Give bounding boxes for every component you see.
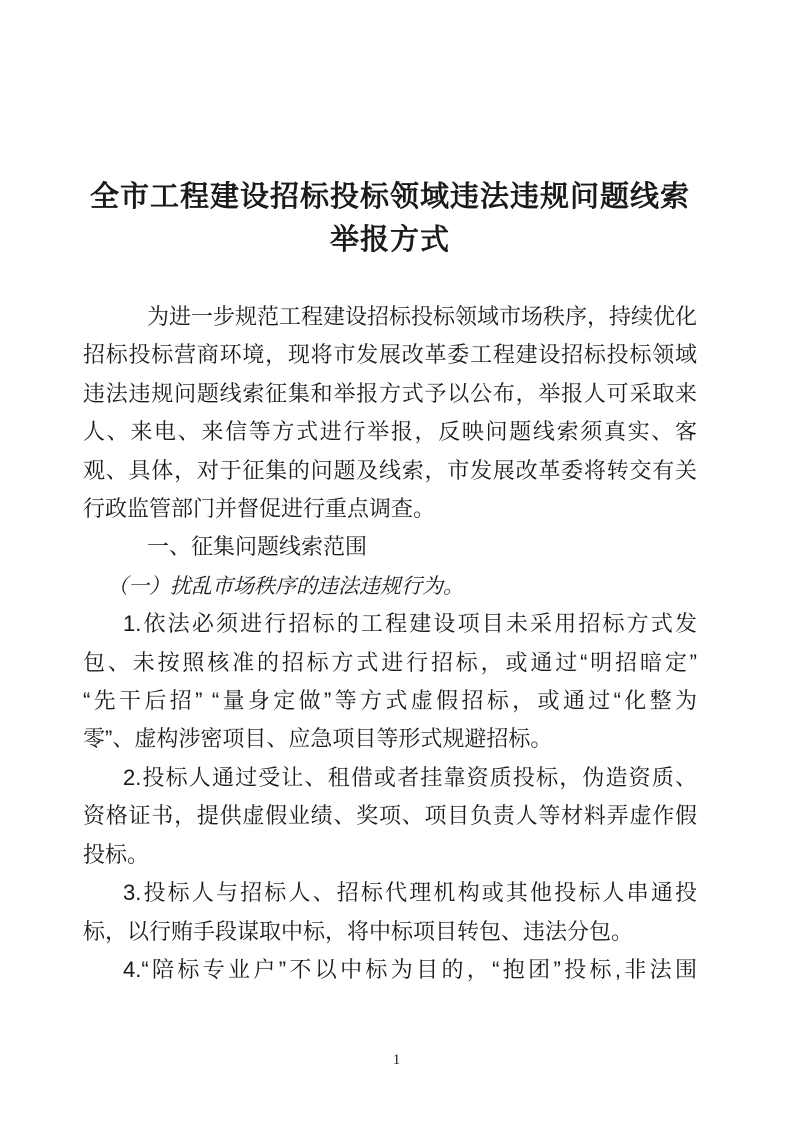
- paragraph-line: 投标。: [83, 841, 150, 867]
- paragraph-line: 包、未按照核准的招标方式进行招标，或通过“明招暗定”: [83, 649, 697, 675]
- document-title: [83, 176, 697, 262]
- paragraph-line: “先干后招” “量身定做”等方式虚假招标，或通过“化整为: [83, 688, 697, 714]
- paragraph-line: 标，以行贿手段谋取中标，将中标项目转包、违法分包。: [83, 918, 634, 944]
- section-heading: 一、征集问题线索范围: [147, 534, 368, 560]
- paragraph-line: 观、具体，对于征集的问题及线索，市发展改革委将转交有关: [83, 457, 697, 483]
- intro-paragraph: [83, 298, 697, 528]
- paragraph-line: 为进一步规范工程建设招标投标领域市场秩序，持续优化: [147, 304, 697, 329]
- document-content: [83, 176, 697, 989]
- paragraph-line: 资格证书，提供虚假业绩、奖项、项目负责人等材料弄虚作假: [83, 803, 697, 829]
- page-number: 1: [392, 1052, 401, 1068]
- list-item-1: [83, 605, 697, 759]
- paragraph-line: 招标投标营商环境，现将市发展改革委工程建设招标投标领域: [83, 342, 697, 368]
- list-item-4: [83, 951, 697, 989]
- title-line-1: 全市工程建设招标投标领域违法违规问题线索: [89, 181, 690, 213]
- list-item-2: [83, 759, 697, 874]
- paragraph-line: 违法违规问题线索征集和举报方式予以公布，举报人可采取来: [83, 380, 697, 406]
- title-line-2: 举报方式: [329, 224, 450, 256]
- paragraph-line: 1.依法必须进行招标的工程建设项目未采用招标方式发: [123, 611, 697, 637]
- paragraph-line: 人、来电、来信等方式进行举报，反映问题线索须真实、客: [83, 419, 697, 445]
- subsection-heading: （一）扰乱市场秩序的违法违规行为。: [107, 573, 464, 598]
- paragraph-line: 4.“陪标专业户”不以中标为目的，“抱团”投标,非法围: [123, 956, 697, 982]
- paragraph-line: 2.投标人通过受让、租借或者挂靠资质投标，伪造资质、: [123, 764, 697, 790]
- paragraph-line: 3.投标人与招标人、招标代理机构或其他投标人串通投: [123, 880, 697, 906]
- paragraph-line: 零”、虚构涉密项目、应急项目等形式规避招标。: [83, 726, 553, 752]
- paragraph-line: 行政监管部门并督促进行重点调查。: [83, 496, 436, 522]
- list-item-3: [83, 874, 697, 951]
